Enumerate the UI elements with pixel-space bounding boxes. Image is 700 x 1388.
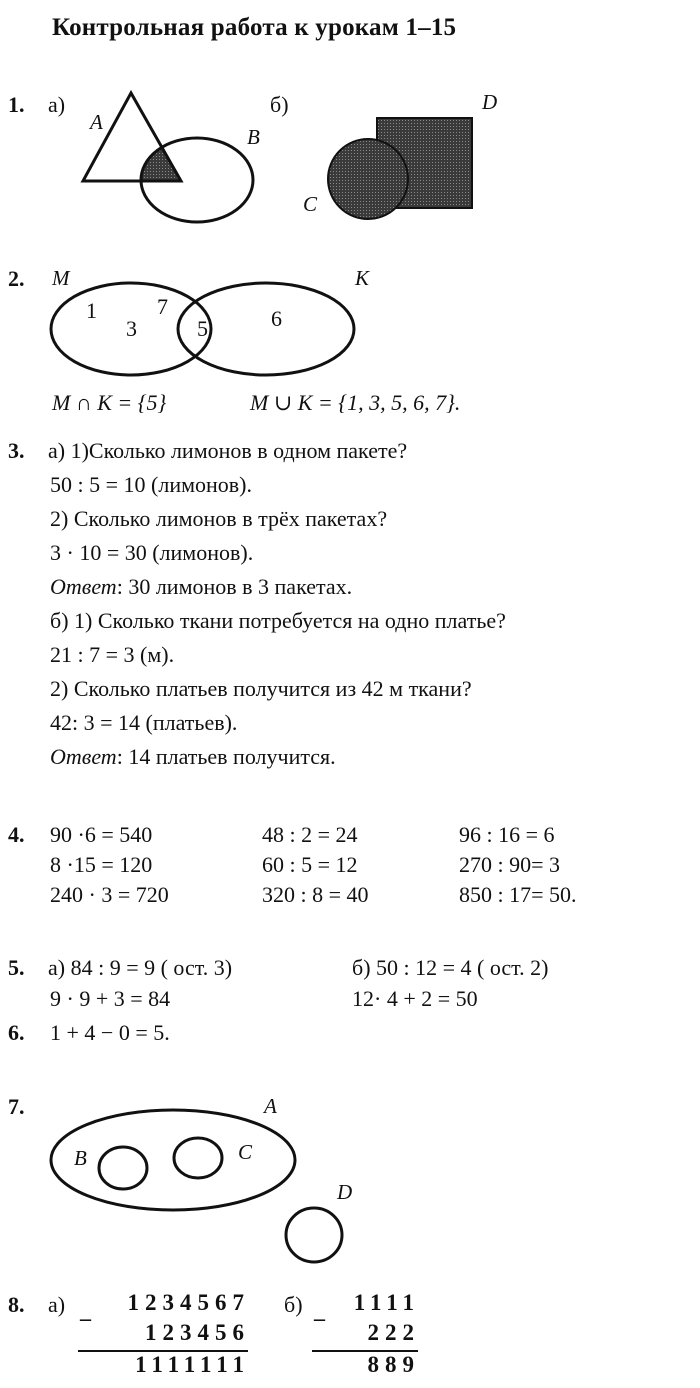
element-5: 5 bbox=[197, 316, 208, 341]
minuend-a: 1234567 bbox=[127, 1290, 250, 1315]
set-d-label: D bbox=[337, 1180, 353, 1204]
set-k-label: K bbox=[355, 266, 370, 290]
answer-text: 30 лимонов в 3 пакетах. bbox=[128, 574, 353, 599]
task-8-part-a: а) bbox=[48, 1292, 66, 1317]
set-d-label: D bbox=[482, 90, 498, 114]
union-result: M ∪ K = {1, 3, 5, 6, 7}. bbox=[250, 390, 461, 415]
set-c-label: C bbox=[238, 1140, 253, 1164]
task-5b-line-2: 12· 4 + 2 = 50 bbox=[352, 986, 478, 1011]
task-4-number: 4. bbox=[8, 822, 25, 847]
equation: 320 : 8 = 40 bbox=[262, 882, 369, 907]
task-8-part-b: б) bbox=[284, 1292, 303, 1317]
task-3-answer-b: Ответ: 14 платьев получится. bbox=[50, 744, 336, 769]
task-5-number: 5. bbox=[8, 955, 25, 980]
equation: 270 : 90= 3 bbox=[459, 852, 561, 877]
intersection-result: M ∩ K = {5} bbox=[52, 390, 167, 415]
task-6-number: 6. bbox=[8, 1020, 25, 1045]
set-m-label: M bbox=[52, 266, 70, 290]
task-3-line: 21 : 7 = 3 (м). bbox=[50, 642, 175, 667]
page-title: Контрольная работа к урокам 1–15 bbox=[52, 14, 457, 41]
equation: 48 : 2 = 24 bbox=[262, 822, 358, 847]
equation: 240 · 3 = 720 bbox=[50, 882, 169, 907]
equation: 90 ·6 = 540 bbox=[50, 822, 153, 847]
subtrahend-a: 123456 bbox=[145, 1320, 250, 1345]
set-b-label: B bbox=[74, 1146, 87, 1170]
task-3-line: 3 · 10 = 30 (лимонов). bbox=[50, 540, 254, 565]
task-3-line: 2) Сколько лимонов в трёх пакетах? bbox=[50, 506, 388, 531]
task-3-line: а) 1)Сколько лимонов в одном пакете? bbox=[48, 438, 408, 463]
task-1-number: 1. bbox=[8, 92, 25, 117]
answer-label: Ответ bbox=[50, 744, 117, 769]
equation: 8 ·15 = 120 bbox=[50, 852, 153, 877]
equation: 60 : 5 = 12 bbox=[262, 852, 358, 877]
element-7: 7 bbox=[157, 294, 168, 319]
task-6-equation: 1 + 4 − 0 = 5. bbox=[50, 1020, 170, 1045]
task-1-part-a: а) bbox=[48, 92, 66, 117]
element-6: 6 bbox=[271, 306, 282, 331]
equation: 850 : 17= 50. bbox=[459, 882, 577, 907]
task-2-number: 2. bbox=[8, 266, 25, 291]
element-3: 3 bbox=[126, 316, 137, 341]
task-3-answer-a: Ответ: 30 лимонов в 3 пакетах. bbox=[50, 574, 353, 599]
set-a-label: A bbox=[90, 110, 103, 134]
set-c-label: C bbox=[303, 192, 318, 216]
answer-text: 14 платьев получится. bbox=[128, 744, 336, 769]
set-a-label: A bbox=[264, 1094, 277, 1118]
minuend-b: 1111 bbox=[353, 1290, 420, 1315]
task-1-part-b: б) bbox=[270, 92, 289, 117]
task-3-number: 3. bbox=[8, 438, 25, 463]
minus-sign: _ bbox=[80, 1298, 91, 1323]
task-5b-line-1: б) 50 : 12 = 4 ( ост. 2) bbox=[352, 955, 549, 980]
task-3-line: 42: 3 = 14 (платьев). bbox=[50, 710, 238, 735]
task-5a-line-1: а) 84 : 9 = 9 ( ост. 3) bbox=[48, 955, 233, 980]
subtrahend-b: 222 bbox=[367, 1320, 420, 1345]
task-5a-line-2: 9 · 9 + 3 = 84 bbox=[50, 986, 171, 1011]
equation: 96 : 16 = 6 bbox=[459, 822, 555, 847]
task-3-line: 50 : 5 = 10 (лимонов). bbox=[50, 472, 253, 497]
difference-b: 889 bbox=[367, 1352, 420, 1377]
difference-a: 1111111 bbox=[135, 1352, 250, 1377]
task-3-line: б) 1) Сколько ткани потребуется на одно платье? bbox=[50, 608, 506, 633]
answer-label: Ответ bbox=[50, 574, 117, 599]
task-8-number: 8. bbox=[8, 1292, 25, 1317]
minus-sign: _ bbox=[314, 1298, 325, 1323]
task-3-line: 2) Сколько платьев получится из 42 м ткани? bbox=[50, 676, 472, 701]
element-1: 1 bbox=[86, 298, 97, 323]
set-b-label: B bbox=[247, 125, 260, 149]
task-7-number: 7. bbox=[8, 1094, 25, 1119]
